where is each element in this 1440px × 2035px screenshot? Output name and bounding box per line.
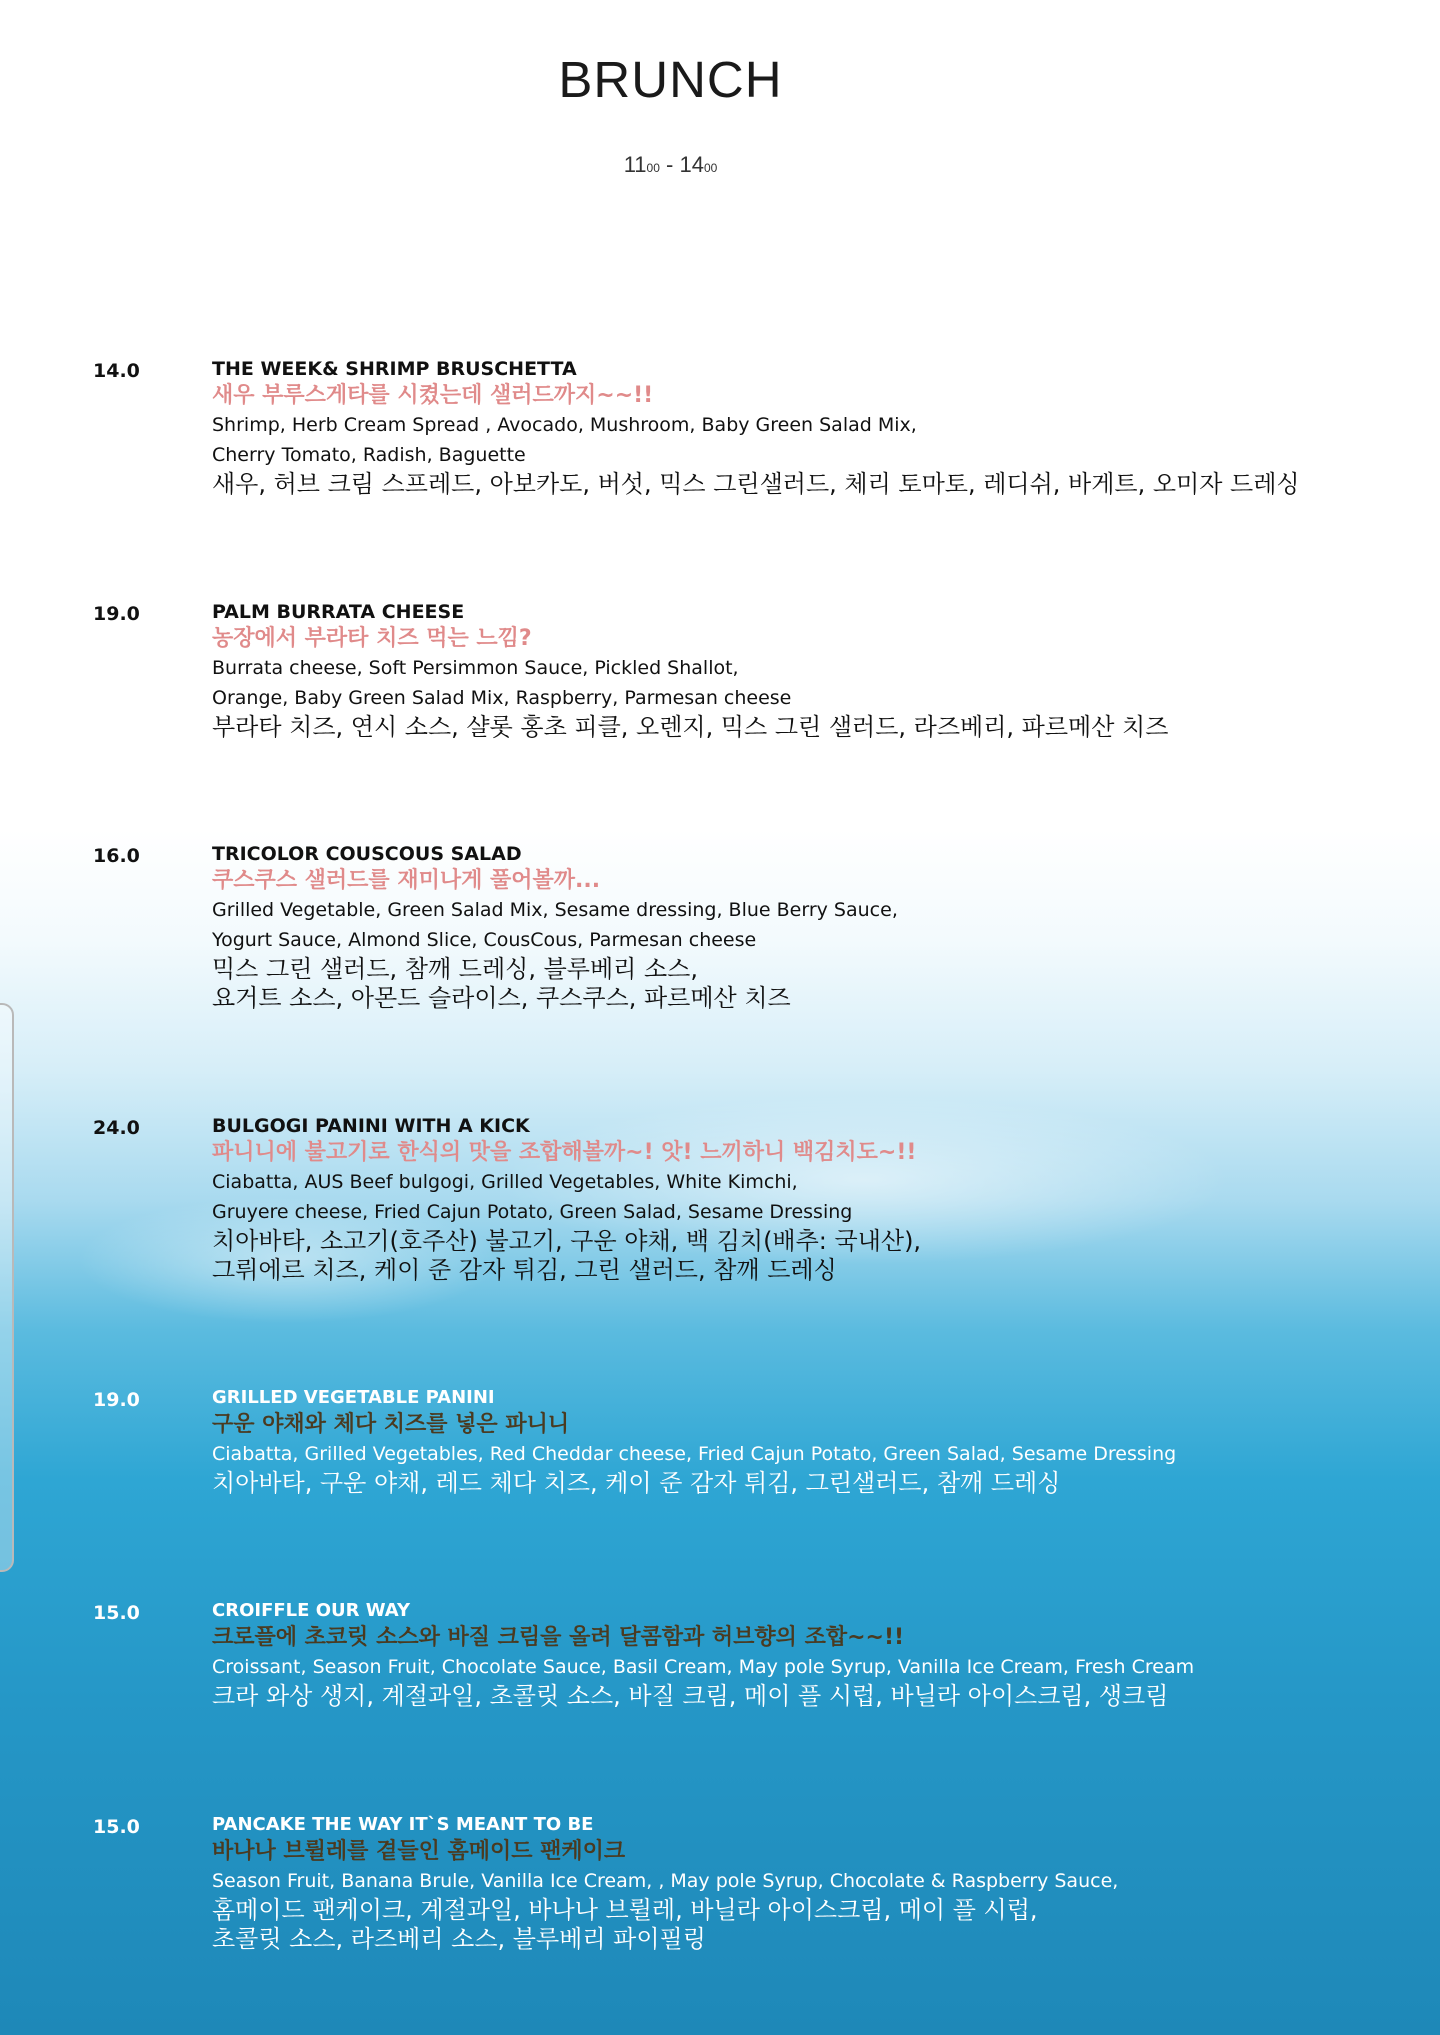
item-price: 19.0 [93, 603, 140, 625]
item-name: PANCAKE THE WAY IT`S MEANT TO BE [212, 1814, 594, 1835]
item-tagline: 바나나 브륄레를 곁들인 홈메이드 팬케이크 [212, 1839, 626, 1864]
item-korean-line: 부라타 치즈, 연시 소스, 샬롯 홍초 피클, 오렌지, 믹스 그린 샐러드, 라즈베리, 파르메산 치즈 [212, 713, 1169, 741]
item-description-line: Season Fruit, Banana Brule, Vanilla Ice Cream, , May pole Syrup, Chocolate & Raspberry Sauce, [212, 1870, 1119, 1892]
item-korean-line: 크라 와상 생지, 계절과일, 초콜릿 소스, 바질 크림, 메이 플 시럽, 바닐라 아이스크림, 생크림 [212, 1682, 1169, 1710]
item-description-line: Ciabatta, AUS Beef bulgogi, Grilled Vegetables, White Kimchi, [212, 1171, 798, 1193]
side-tab-frame [0, 1003, 14, 1572]
item-description-line: Croissant, Season Fruit, Chocolate Sauce, Basil Cream, May pole Syrup, Vanilla Ice Cream, Fresh Cream [212, 1656, 1195, 1678]
item-description-line: Orange, Baby Green Salad Mix, Raspberry, Parmesan cheese [212, 687, 792, 709]
item-price: 14.0 [93, 360, 140, 382]
item-name: TRICOLOR COUSCOUS SALAD [212, 843, 522, 865]
item-korean-line: 치아바타, 구운 야채, 레드 체다 치즈, 케이 준 감자 튀김, 그린샐러드, 참깨 드레싱 [212, 1469, 1061, 1497]
item-description-line: Grilled Vegetable, Green Salad Mix, Sesame dressing, Blue Berry Sauce, [212, 899, 898, 921]
hours-start: 11 [623, 152, 647, 177]
item-name: THE WEEK& SHRIMP BRUSCHETTA [212, 358, 577, 380]
item-tagline: 파니니에 불고기로 한식의 맛을 조합해볼까~! 앗! 느끼하니 백김치도~!! [212, 1140, 917, 1165]
item-korean-line: 새우, 허브 크림 스프레드, 아보카도, 버섯, 믹스 그린샐러드, 체리 토마토, 레디쉬, 바게트, 오미자 드레싱 [212, 470, 1300, 498]
page-title: BRUNCH [558, 51, 783, 108]
hours-separator: - [659, 152, 680, 177]
hours-start-minutes: 00 [646, 161, 660, 175]
item-description-line: Cherry Tomato, Radish, Baguette [212, 444, 526, 466]
item-description-line: Ciabatta, Grilled Vegetables, Red Cheddar cheese, Fried Cajun Potato, Green Salad, Sesame Dressing [212, 1443, 1177, 1465]
item-name: GRILLED VEGETABLE PANINI [212, 1387, 495, 1408]
hours-end: 14 [679, 152, 704, 177]
item-tagline: 크로플에 초코릿 소스와 바질 크림을 올려 달콤함과 허브향의 조합~~!! [212, 1625, 905, 1650]
item-price: 15.0 [93, 1602, 140, 1624]
item-name: CROIFFLE OUR WAY [212, 1600, 411, 1621]
item-description-line: Burrata cheese, Soft Persimmon Sauce, Pickled Shallot, [212, 657, 739, 679]
item-korean-line: 요거트 소스, 아몬드 슬라이스, 쿠스쿠스, 파르메산 치즈 [212, 984, 791, 1012]
item-name: PALM BURRATA CHEESE [212, 601, 465, 623]
item-korean-line: 홈메이드 팬케이크, 계절과일, 바나나 브륄레, 바닐라 아이스크림, 메이 플 시럽, [212, 1896, 1038, 1924]
item-tagline: 쿠스쿠스 샐러드를 재미나게 풀어볼까... [212, 868, 601, 893]
item-price: 16.0 [93, 845, 140, 867]
item-price: 15.0 [93, 1816, 140, 1838]
item-description-line: Yogurt Sauce, Almond Slice, CousCous, Parmesan cheese [212, 929, 757, 951]
item-description-line: Shrimp, Herb Cream Spread , Avocado, Mushroom, Baby Green Salad Mix, [212, 414, 917, 436]
hours-end-minutes: 00 [703, 161, 718, 175]
item-name: BULGOGI PANINI WITH A KICK [212, 1115, 530, 1137]
item-tagline: 구운 야채와 체다 치즈를 넣은 파니니 [212, 1412, 570, 1437]
item-price: 24.0 [93, 1117, 140, 1139]
item-korean-line: 믹스 그린 샐러드, 참깨 드레싱, 블루베리 소스, [212, 955, 698, 983]
item-description-line: Gruyere cheese, Fried Cajun Potato, Green Salad, Sesame Dressing [212, 1201, 853, 1223]
item-korean-line: 그뤼에르 치즈, 케이 준 감자 튀김, 그린 샐러드, 참깨 드레싱 [212, 1256, 837, 1284]
item-price: 19.0 [93, 1389, 140, 1411]
serving-hours [0, 152, 1341, 178]
item-tagline: 새우 부루스게타를 시켰는데 샐러드까지~~!! [212, 383, 654, 408]
item-korean-line: 치아바타, 소고기(호주산) 불고기, 구운 야채, 백 김치(배추: 국내산), [212, 1227, 922, 1255]
item-korean-line: 초콜릿 소스, 라즈베리 소스, 블루베리 파이필링 [212, 1925, 706, 1953]
item-tagline: 농장에서 부라타 치즈 먹는 느낌? [212, 626, 532, 651]
